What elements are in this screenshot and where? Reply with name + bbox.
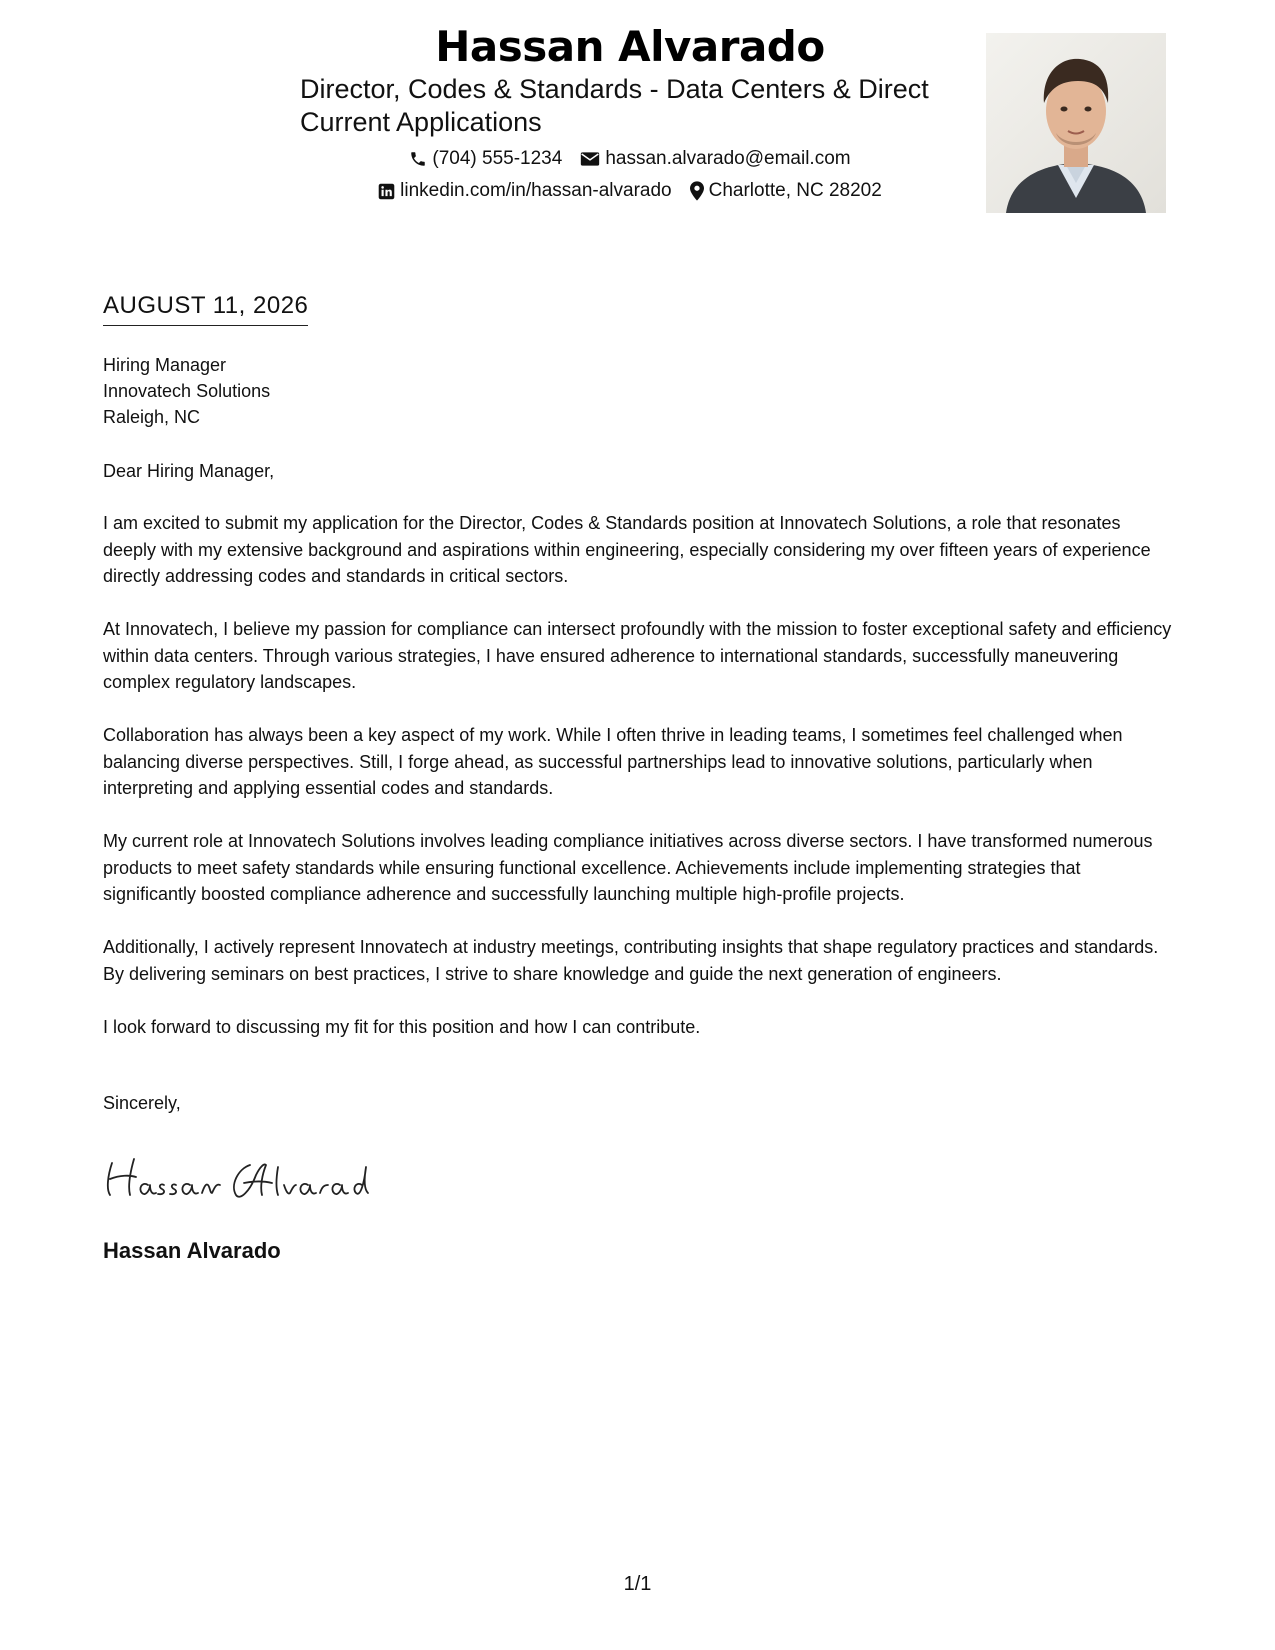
envelope-icon — [580, 151, 600, 167]
salutation: Dear Hiring Manager, — [103, 461, 275, 481]
profile-photo — [986, 33, 1166, 213]
body-paragraph: Additionally, I actively represent Innovatech at industry meetings, contributing insights that shape regulatory practices and standards. By delivering seminars on best practices, I strive to share knowledge and guide the next generation of engineers. — [103, 937, 1159, 984]
letter-body — [103, 510, 1178, 1067]
recipient-location: Raleigh, NC — [103, 407, 201, 427]
closing: Sincerely, — [103, 1093, 181, 1113]
phone-icon — [409, 150, 427, 168]
contact-row-primary — [300, 148, 960, 170]
body-paragraph: I am excited to submit my application for the Director, Codes & Standards position at Innovatech Solutions, a role that resonates deeply with my extensive background and aspirations within engineering, especially considering my over fifteen years of experience directly addressing codes and standards in critical sectors. — [103, 513, 1151, 586]
map-pin-icon — [690, 181, 704, 201]
body-paragraph: I look forward to discussing my fit for this position and how I can contribute. — [103, 1016, 701, 1037]
contact-phone[interactable] — [409, 148, 562, 170]
signer-name: Hassan Alvarado — [103, 1238, 281, 1263]
page-number: 1/1 — [623, 1573, 652, 1595]
body-paragraph: Collaboration has always been a key aspect of my work. While I often thrive in leading teams, I sometimes feel challenged when balancing diverse perspectives. Still, I forge ahead, as successful partnerships lead to innovative solutions, particularly when interpreting and applying essential codes and standards. — [103, 725, 1123, 798]
job-title: Director, Codes & Standards - Data Centers & Direct Current Applications — [300, 74, 929, 137]
email-text: hassan.alvarado@email.com — [605, 148, 851, 169]
body-paragraph: At Innovatech, I believe my passion for compliance can intersect profoundly with the mission to foster exceptional safety and efficiency within data centers. Through various strategies, I have ensured adherence to international standards, successfully maneuvering complex regulatory landscapes. — [103, 619, 1172, 692]
handwritten-signature — [100, 1145, 370, 1205]
phone-text: (704) 555-1234 — [432, 148, 563, 169]
recipient-block — [103, 352, 270, 430]
applicant-name: Hassan Alvarado — [435, 22, 825, 71]
recipient-company: Innovatech Solutions — [103, 381, 271, 401]
linkedin-text: linkedin.com/in/hassan-alvarado — [400, 180, 672, 201]
body-paragraph: My current role at Innovatech Solutions involves leading compliance initiatives across diverse sectors. I have transformed numerous products to meet safety standards while ensuring functional excellence. Achievements include implementing strategies that significantly boosted compliance adherence and successfully launching multiple high-profile projects. — [103, 831, 1153, 904]
linkedin-icon — [378, 183, 395, 200]
contact-row-secondary — [300, 180, 960, 202]
contact-email[interactable] — [580, 148, 850, 170]
letter-date: AUGUST 11, 2026 — [103, 292, 308, 326]
location-text: Charlotte, NC 28202 — [708, 180, 882, 201]
contact-location — [690, 180, 882, 202]
contact-linkedin[interactable] — [378, 180, 671, 202]
recipient-title: Hiring Manager — [103, 355, 227, 375]
